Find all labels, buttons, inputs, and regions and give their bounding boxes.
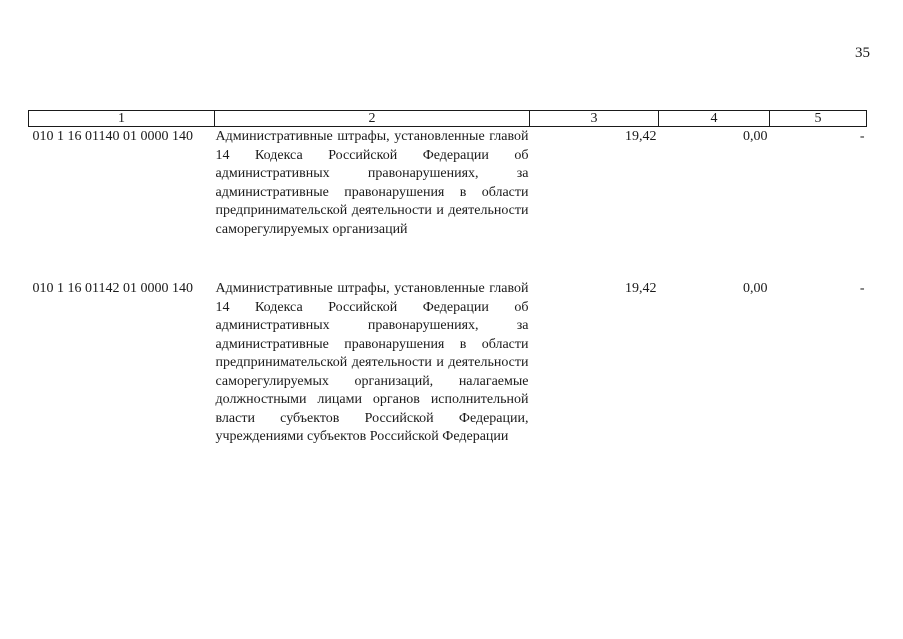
column-5-value: - bbox=[859, 281, 865, 296]
column-4-value: 0,00 bbox=[743, 281, 768, 296]
column-header-5: 5 bbox=[770, 111, 867, 127]
budget-table bbox=[28, 110, 867, 447]
table-header-row bbox=[29, 111, 867, 127]
column-header-1: 1 bbox=[29, 111, 215, 127]
table-row bbox=[29, 280, 867, 447]
table-row bbox=[29, 127, 867, 281]
column-header-3: 3 bbox=[530, 111, 659, 127]
budget-code-cell: 010 1 16 01140 01 0000 140 bbox=[32, 129, 193, 144]
column-4-value: 0,00 bbox=[743, 129, 768, 144]
revenue-name-cell: Административные штрафы, установленные главой 14 Кодекса Российской Федерации об административных правонарушениях, за административные правонарушения в области предпринимательской деятельности и деятельности саморегулируемых организаций bbox=[215, 129, 529, 237]
column-header-2: 2 bbox=[215, 111, 530, 127]
page-number: 35 bbox=[855, 45, 870, 61]
revenue-name-cell: Административные штрафы, установленные главой 14 Кодекса Российской Федерации об административных правонарушениях, за административные правонарушения в области предпринимательской деятельности и деятельности саморегулируемых организаций, налагаемые должностными лицами органов исполнительной власти субъектов Российской Федерации, учреждениями субъектов Российской Федерации bbox=[215, 281, 529, 444]
column-3-value: 19,42 bbox=[625, 281, 657, 296]
column-5-value: - bbox=[859, 129, 865, 144]
column-3-value: 19,42 bbox=[625, 129, 657, 144]
budget-code-cell: 010 1 16 01142 01 0000 140 bbox=[32, 281, 193, 296]
column-header-4: 4 bbox=[659, 111, 770, 127]
